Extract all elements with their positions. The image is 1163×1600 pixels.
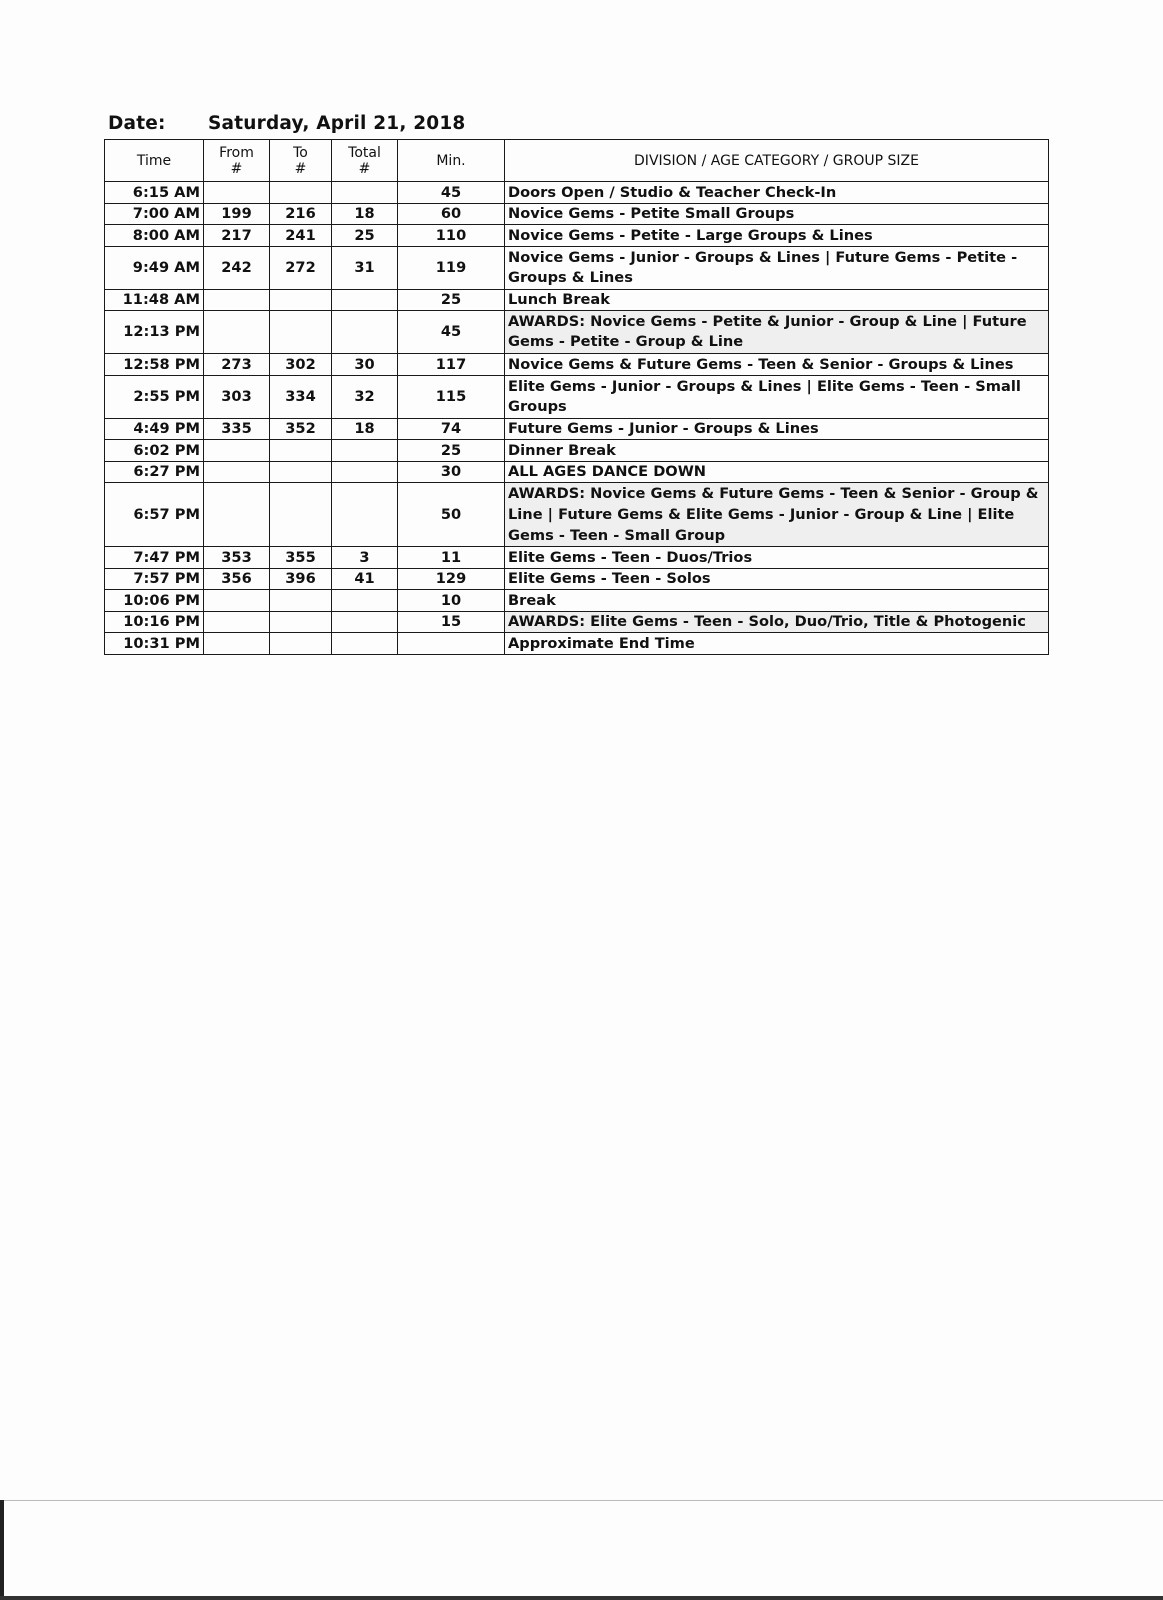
cell-to: 355 (270, 547, 332, 569)
table-row (105, 225, 1049, 247)
col-header-division: DIVISION / AGE CATEGORY / GROUP SIZE (505, 140, 1049, 182)
table-row (105, 182, 1049, 204)
cell-division: Elite Gems - Teen - Duos/Trios (505, 547, 1049, 569)
cell-from: 303 (204, 375, 270, 418)
cell-total: 30 (332, 354, 398, 376)
cell-from (204, 289, 270, 311)
cell-from: 356 (204, 568, 270, 590)
cell-total: 3 (332, 547, 398, 569)
cell-to (270, 483, 332, 547)
cell-division: Novice Gems - Junior - Groups & Lines | Future Gems - Petite - Groups & Lines (505, 246, 1049, 289)
cell-from (204, 611, 270, 633)
cell-from: 217 (204, 225, 270, 247)
cell-division: Novice Gems - Petite - Large Groups & Lines (505, 225, 1049, 247)
cell-to: 302 (270, 354, 332, 376)
cell-time: 6:57 PM (105, 483, 204, 547)
cell-time: 10:06 PM (105, 590, 204, 612)
scan-divider-line (0, 1500, 1163, 1501)
cell-time: 10:31 PM (105, 633, 204, 655)
cell-to (270, 633, 332, 655)
cell-division: Dinner Break (505, 440, 1049, 462)
table-row (105, 590, 1049, 612)
table-row (105, 611, 1049, 633)
cell-from (204, 311, 270, 354)
cell-min: 25 (398, 289, 505, 311)
cell-min: 50 (398, 483, 505, 547)
cell-total (332, 461, 398, 483)
cell-from (204, 633, 270, 655)
cell-total: 32 (332, 375, 398, 418)
cell-division: Novice Gems - Petite Small Groups (505, 203, 1049, 225)
scan-left-edge (0, 1500, 4, 1600)
cell-to: 396 (270, 568, 332, 590)
table-row (105, 568, 1049, 590)
cell-time: 10:16 PM (105, 611, 204, 633)
cell-time: 7:47 PM (105, 547, 204, 569)
cell-division: Elite Gems - Teen - Solos (505, 568, 1049, 590)
cell-from (204, 590, 270, 612)
table-row (105, 203, 1049, 225)
cell-division: Novice Gems & Future Gems - Teen & Senior - Groups & Lines (505, 354, 1049, 376)
cell-total (332, 182, 398, 204)
table-row (105, 440, 1049, 462)
cell-min (398, 633, 505, 655)
cell-time: 12:58 PM (105, 354, 204, 376)
cell-total: 31 (332, 246, 398, 289)
cell-time: 12:13 PM (105, 311, 204, 354)
cell-to: 352 (270, 418, 332, 440)
cell-to: 272 (270, 246, 332, 289)
cell-min: 11 (398, 547, 505, 569)
cell-total: 18 (332, 203, 398, 225)
cell-to (270, 289, 332, 311)
cell-time: 9:49 AM (105, 246, 204, 289)
cell-to (270, 461, 332, 483)
cell-from (204, 483, 270, 547)
col-header-from: From # (204, 140, 270, 182)
cell-total (332, 590, 398, 612)
cell-min: 115 (398, 375, 505, 418)
table-row (105, 633, 1049, 655)
cell-division: AWARDS: Novice Gems - Petite & Junior - Group & Line | Future Gems - Petite - Group & Line (505, 311, 1049, 354)
scan-bottom-edge (0, 1596, 1163, 1600)
cell-min: 74 (398, 418, 505, 440)
cell-time: 6:02 PM (105, 440, 204, 462)
cell-total (332, 611, 398, 633)
cell-min: 117 (398, 354, 505, 376)
table-row (105, 289, 1049, 311)
col-header-time: Time (105, 140, 204, 182)
cell-from: 199 (204, 203, 270, 225)
table-header-row (105, 140, 1049, 182)
cell-division: Break (505, 590, 1049, 612)
cell-to (270, 611, 332, 633)
table-row (105, 483, 1049, 547)
col-header-total: Total # (332, 140, 398, 182)
cell-division: AWARDS: Elite Gems - Teen - Solo, Duo/Trio, Title & Photogenic (505, 611, 1049, 633)
cell-division: Elite Gems - Junior - Groups & Lines | Elite Gems - Teen - Small Groups (505, 375, 1049, 418)
cell-total: 18 (332, 418, 398, 440)
cell-min: 45 (398, 182, 505, 204)
cell-total (332, 311, 398, 354)
cell-from: 273 (204, 354, 270, 376)
cell-min: 10 (398, 590, 505, 612)
cell-from (204, 182, 270, 204)
cell-min: 15 (398, 611, 505, 633)
cell-min: 110 (398, 225, 505, 247)
table-row (105, 375, 1049, 418)
schedule-date-heading (108, 113, 466, 134)
cell-to: 216 (270, 203, 332, 225)
table-row (105, 547, 1049, 569)
cell-division: Doors Open / Studio & Teacher Check-In (505, 182, 1049, 204)
table-row (105, 311, 1049, 354)
cell-min: 45 (398, 311, 505, 354)
cell-to (270, 182, 332, 204)
cell-to (270, 590, 332, 612)
date-label: Date: (108, 113, 166, 134)
cell-total (332, 289, 398, 311)
cell-total: 41 (332, 568, 398, 590)
cell-division: ALL AGES DANCE DOWN (505, 461, 1049, 483)
cell-division: AWARDS: Novice Gems & Future Gems - Teen & Senior - Group & Line | Future Gems & Elite Gems - Junior - Group & Line | Elite Gems - Teen - Small Group (505, 483, 1049, 547)
schedule-table (104, 139, 1049, 655)
cell-from (204, 440, 270, 462)
cell-division: Future Gems - Junior - Groups & Lines (505, 418, 1049, 440)
cell-total (332, 483, 398, 547)
cell-division: Approximate End Time (505, 633, 1049, 655)
cell-from: 353 (204, 547, 270, 569)
table-row (105, 246, 1049, 289)
cell-min: 30 (398, 461, 505, 483)
cell-min: 119 (398, 246, 505, 289)
date-value: Saturday, April 21, 2018 (208, 113, 466, 134)
cell-time: 8:00 AM (105, 225, 204, 247)
cell-min: 129 (398, 568, 505, 590)
cell-to (270, 440, 332, 462)
cell-min: 25 (398, 440, 505, 462)
cell-time: 7:00 AM (105, 203, 204, 225)
cell-to: 241 (270, 225, 332, 247)
cell-min: 60 (398, 203, 505, 225)
cell-time: 4:49 PM (105, 418, 204, 440)
table-row (105, 354, 1049, 376)
cell-time: 7:57 PM (105, 568, 204, 590)
table-row (105, 461, 1049, 483)
cell-total: 25 (332, 225, 398, 247)
cell-division: Lunch Break (505, 289, 1049, 311)
col-header-min: Min. (398, 140, 505, 182)
cell-to: 334 (270, 375, 332, 418)
cell-time: 6:15 AM (105, 182, 204, 204)
cell-from (204, 461, 270, 483)
cell-time: 6:27 PM (105, 461, 204, 483)
cell-from: 242 (204, 246, 270, 289)
table-row (105, 418, 1049, 440)
cell-to (270, 311, 332, 354)
col-header-to: To # (270, 140, 332, 182)
cell-time: 2:55 PM (105, 375, 204, 418)
cell-time: 11:48 AM (105, 289, 204, 311)
cell-total (332, 633, 398, 655)
cell-from: 335 (204, 418, 270, 440)
cell-total (332, 440, 398, 462)
